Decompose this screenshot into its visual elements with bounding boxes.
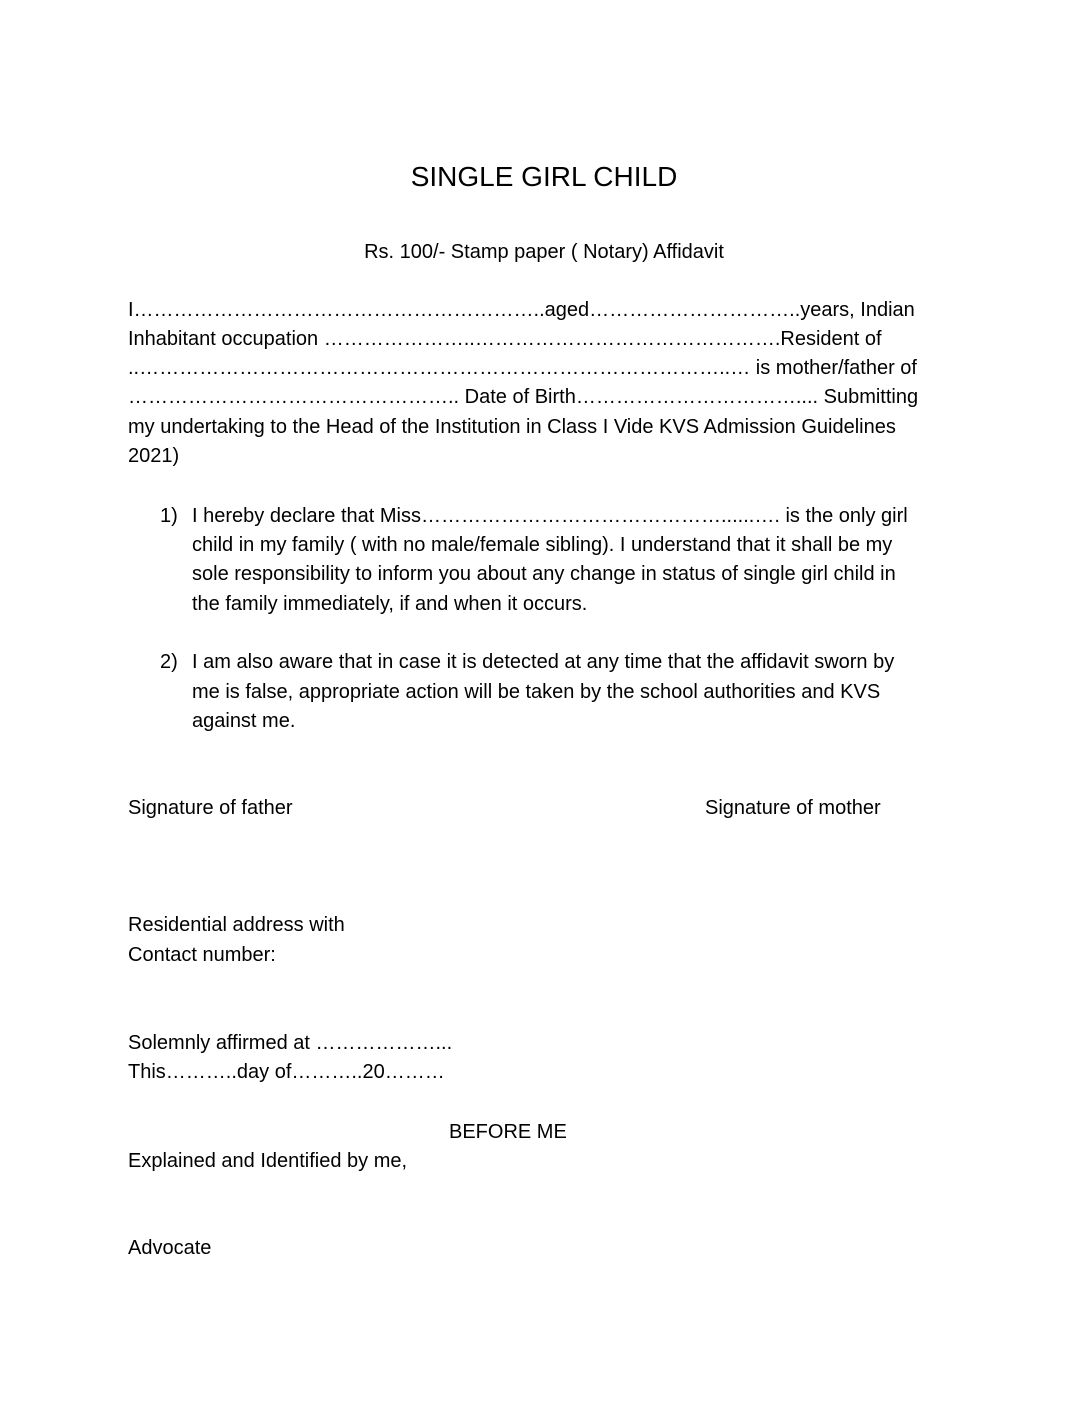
document-subtitle: Rs. 100/- Stamp paper ( Notary) Affidavit bbox=[364, 241, 724, 263]
intro-line: ..……………………………………………………………………………..… is mother/father of bbox=[128, 357, 917, 379]
point-line: child in my family ( with no male/female sibling). I understand that it shall be my bbox=[192, 534, 893, 556]
point-line: I am also aware that in case it is detected at any time that the affidavit sworn by bbox=[192, 651, 895, 673]
point-line: me is false, appropriate action will be taken by the school authorities and KVS bbox=[192, 681, 881, 703]
address-line: Residential address with bbox=[128, 914, 345, 936]
intro-line: I……………………………………………………..aged…………………………..years, Indian bbox=[128, 299, 915, 321]
point-line: sole responsibility to inform you about any change in status of single girl child in bbox=[192, 563, 896, 585]
affirmed-line: This………..day of………..20……… bbox=[128, 1061, 445, 1083]
intro-line: Inhabitant occupation …………………..……………………………………….Resident of bbox=[128, 328, 882, 350]
intro-line: 2021) bbox=[128, 445, 180, 467]
point-line: the family immediately, if and when it occurs. bbox=[192, 593, 588, 615]
point-number: 2) bbox=[160, 651, 178, 673]
advocate-label: Advocate bbox=[128, 1237, 212, 1259]
before-me-heading: BEFORE ME bbox=[449, 1121, 567, 1143]
signature-mother-label: Signature of mother bbox=[705, 797, 881, 819]
point-number: 1) bbox=[160, 505, 178, 527]
signature-father-label: Signature of father bbox=[128, 797, 293, 819]
affirmed-line: Solemnly affirmed at ………………... bbox=[128, 1032, 453, 1054]
explained-line: Explained and Identified by me, bbox=[128, 1150, 408, 1172]
document-title: SINGLE GIRL CHILD bbox=[410, 161, 678, 192]
intro-line: ………………………………………….. Date of Birth…………………………….... Submitting bbox=[128, 386, 919, 408]
address-line: Contact number: bbox=[128, 944, 276, 966]
point-line: against me. bbox=[192, 710, 296, 732]
point-line: I hereby declare that Miss………………………………………......…. is the only girl bbox=[192, 505, 908, 527]
intro-line: my undertaking to the Head of the Institution in Class I Vide KVS Admission Guidelines bbox=[128, 416, 896, 438]
